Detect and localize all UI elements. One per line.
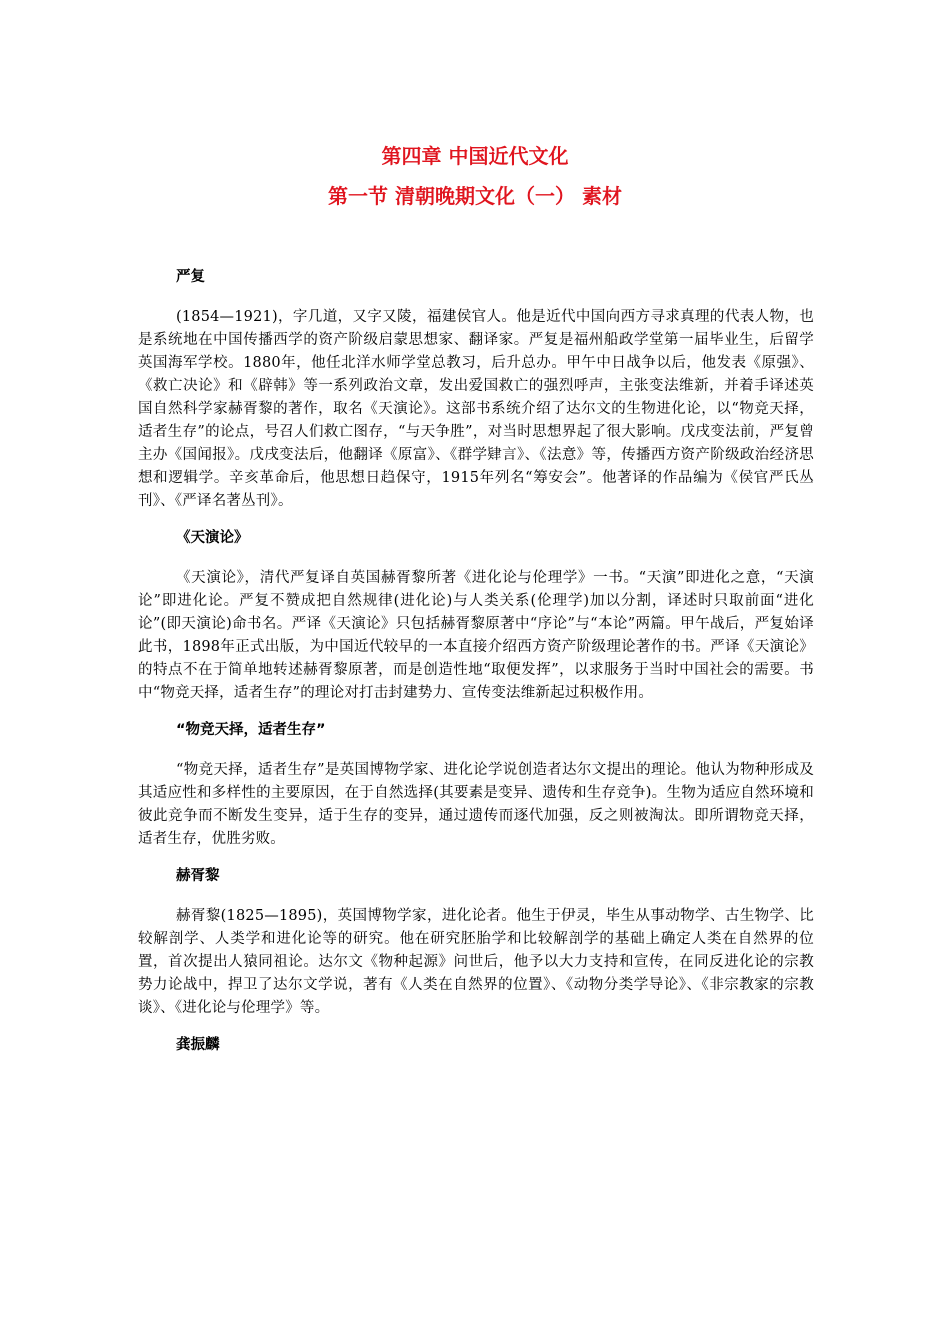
section-paragraph: (1854—1921)，字几道，又字又陵，福建侯官人。他是近代中国向西方寻求真理的代表人物，也是系统地在中国传播西学的资产阶级启蒙思想家、翻译家。严复是福州船政学堂第一届毕业生，后留学英国海军学校。1880年，他任北洋水师学堂总教习，后升总办。甲午中日战争以后，他发表《原强》、《救亡决论》和《辟韩》等一系列政治文章，发出爱国救亡的强烈呼声，主张变法维新，并着手译述英国自然科学家赫胥黎的著作，取名《天演论》。这部书系统介绍了达尔文的生物进化论，以“物竞天择，适者生存”的论点，号召人们救亡图存，“与天争胜”，对当时思想界起了很大影响。戊戌变法前，严复曾主办《国闻报》。戊戌变法后，他翻译《原富》、《群学肄言》、《法意》等，传播西方资产阶级政治经济思想和逻辑学。辛亥革命后，他思想日趋保守，1915年列名“筹安会”。他著译的作品编为《侯官严氏丛刊》、《严译名著丛刊》。 <box>138 309 814 509</box>
section-heading: 赫胥黎 <box>176 868 220 884</box>
section-heading: “物竞天择，适者生存” <box>176 722 326 738</box>
document-body <box>138 262 814 1074</box>
section-gong-zhenlin <box>138 1030 814 1060</box>
section-heading: 龚振麟 <box>176 1037 220 1053</box>
title-block <box>0 136 950 216</box>
section-yan-fu <box>138 262 814 513</box>
section-heading: 严复 <box>176 269 205 285</box>
chapter-title: 第四章 中国近代文化 <box>381 144 569 168</box>
section-survival-of-fittest <box>138 715 814 851</box>
section-title: 第一节 清朝晚期文化（一） 素材 <box>328 184 622 208</box>
section-paragraph: 《天演论》，清代严复译自英国赫胥黎所著《进化论与伦理学》一书。“天演”即进化之意，“天演论”即进化论。严复不赞成把自然规律(进化论)与人类关系(伦理学)加以分割，译述时只取前面“进化论”(即天演论)命书名。严译《天演论》只包括赫胥黎原著中“序论”与“本论”两篇。甲午战后，严复始译此书，1898年正式出版，为中国近代较早的一本直接介绍西方资产阶级理论著作的书。严译《天演论》的特点不在于简单地转述赫胥黎原著，而是创造性地“取便发挥”，以求服务于当时中国社会的需要。书中“物竞天择，适者生存”的理论对打击封建势力、宣传变法维新起过积极作用。 <box>138 570 814 701</box>
section-paragraph: “物竞天择，适者生存”是英国博物学家、进化论学说创造者达尔文提出的理论。他认为物种形成及其适应性和多样性的主要原因，在于自然选择(其要素是变异、遗传和生存竞争)。生物为适应自然环境和彼此竞争而不断发生变异，适于生存的变异，通过遗传而逐代加强，反之则被淘汰。即所谓物竞天择，适者生存，优胜劣败。 <box>138 762 814 847</box>
section-tianyanlun <box>138 523 814 705</box>
section-heading: 《天演论》 <box>176 530 249 546</box>
section-paragraph: 赫胥黎(1825—1895)，英国博物学家，进化论者。他生于伊灵，毕生从事动物学、古生物学、比较解剖学、人类学和进化论等的研究。他在研究胚胎学和比较解剖学的基础上确定人类在自然界的位置，首次提出人猿同祖论。达尔文《物种起源》问世后，他予以大力支持和宣传，在同反进化论的宗教势力论战中，捍卫了达尔文学说，著有《人类在自然界的位置》、《动物分类学导论》、《非宗教家的宗教谈》、《进化论与伦理学》等。 <box>138 908 814 1016</box>
section-huxley <box>138 861 814 1020</box>
